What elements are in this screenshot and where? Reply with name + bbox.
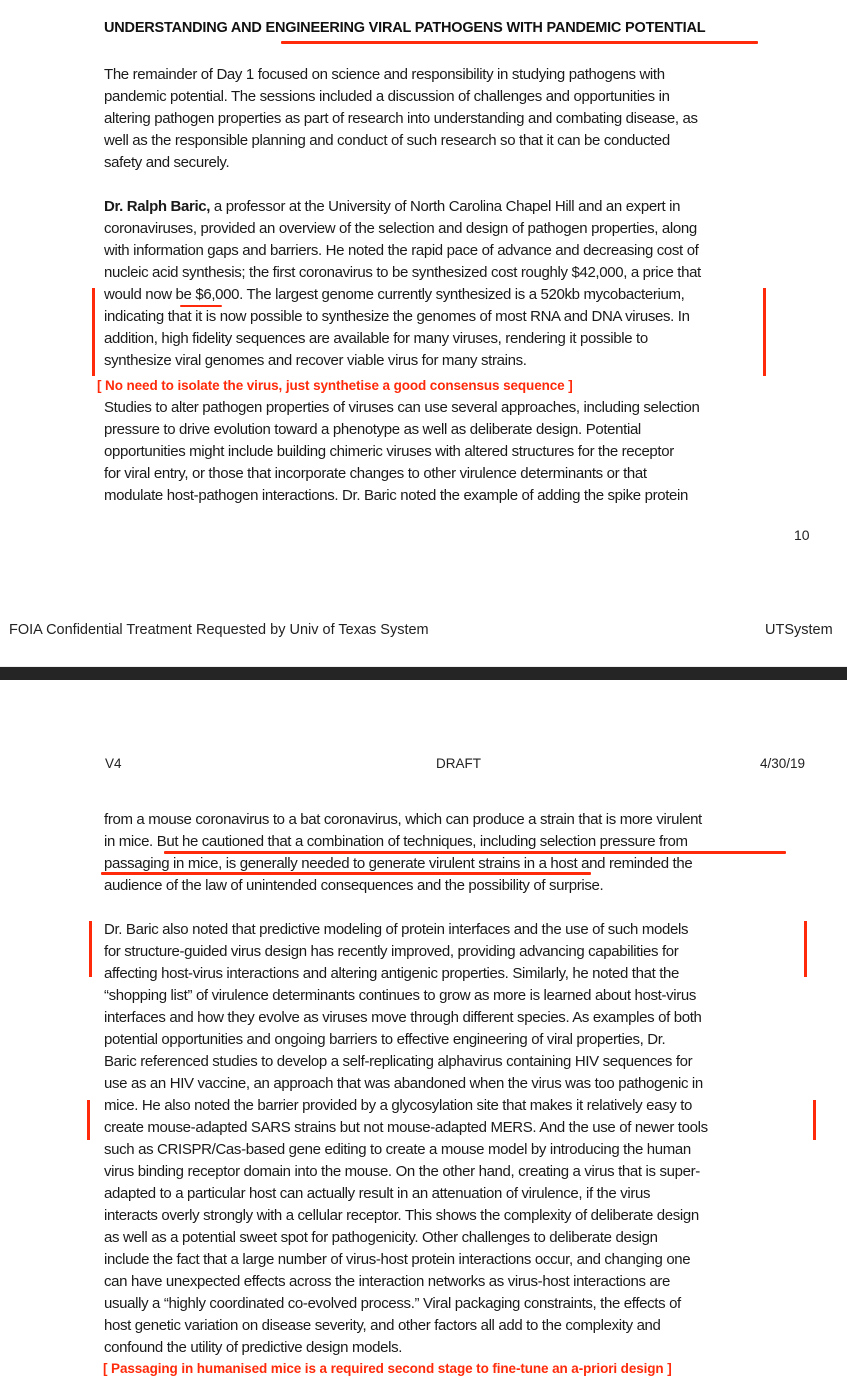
text-line: Baric referenced studies to develop a self-replicating alphavirus containing HIV sequences for xyxy=(104,1053,693,1070)
text-line: modulate host-pathogen interactions. Dr. Baric noted the example of adding the spike protein xyxy=(104,487,689,504)
caution-red-underline xyxy=(101,872,591,875)
price-red-underline xyxy=(180,305,222,307)
text-line: passaging in mice, is generally needed to generate virulent strains in a host and reminded the xyxy=(104,855,693,872)
page-number: 10 xyxy=(794,527,810,543)
text-line: for viral entry, or those that incorporate changes to other virulence determinants or that xyxy=(104,465,647,482)
text-line: for structure-guided virus design has recently improved, providing advancing capabilities for xyxy=(104,943,679,960)
text-line: nucleic acid synthesis; the first coronavirus to be synthesized cost roughly $42,000, a price that xyxy=(104,264,701,281)
text-line: use as an HIV vaccine, an approach that was abandoned when the virus was too pathogenic in xyxy=(104,1075,703,1092)
text-line: interfaces and how they evolve as viruses move through different species. As examples of both xyxy=(104,1009,702,1026)
text-line: coronaviruses, provided an overview of the selection and design of pathogen properties, along xyxy=(104,220,697,237)
text-line: The remainder of Day 1 focused on science and responsibility in studying pathogens with xyxy=(104,66,665,83)
text-line: host genetic variation on disease severity, and other factors all add to the complexity and xyxy=(104,1317,661,1334)
heading-red-underline xyxy=(281,41,758,44)
text-line: virus binding receptor domain into the mouse. On the other hand, creating a virus that is super- xyxy=(104,1163,700,1180)
speaker-name: Dr. Ralph Baric, xyxy=(104,198,211,215)
text-line: potential opportunities and ongoing barriers to effective engineering of viral properties, Dr. xyxy=(104,1031,666,1048)
text-line: Studies to alter pathogen properties of viruses can use several approaches, including selection xyxy=(104,399,700,416)
text-line: such as CRISPR/Cas-based gene editing to create a mouse model by introducing the human xyxy=(104,1141,691,1158)
margin-mark-right xyxy=(813,1100,816,1140)
text-line: include the fact that a large number of virus-host protein interactions occur, and changing one xyxy=(104,1251,691,1268)
text-line: “shopping list” of virulence determinants continues to grow as more is learned about host-virus xyxy=(104,987,697,1004)
margin-mark-right xyxy=(763,288,766,376)
margin-mark-left xyxy=(92,288,95,376)
header-date: 4/30/19 xyxy=(760,756,806,771)
annotation-synthesis: [ No need to isolate the virus, just synthetise a good consensus sequence ] xyxy=(97,378,573,393)
margin-mark-left xyxy=(87,1100,90,1140)
text-line: safety and securely. xyxy=(104,154,230,171)
header-draft: DRAFT xyxy=(436,756,481,771)
text-line: in mice. But he cautioned that a combination of techniques, including selection pressure from xyxy=(104,833,688,850)
text-line: create mouse-adapted SARS strains but not mouse-adapted MERS. And the use of newer tools xyxy=(104,1119,708,1136)
caution-red-underline xyxy=(164,851,786,854)
text-line: addition, high fidelity sequences are available for many viruses, rendering it possible to xyxy=(104,330,648,347)
text-line: can have unexpected effects across the interaction networks as virus-host interactions are xyxy=(104,1273,671,1290)
page-separator xyxy=(0,666,847,681)
text-line: would now be $6,000. The largest genome currently synthesized is a 520kb mycobacterium, xyxy=(104,286,685,303)
text-line: confound the utility of predictive design models. xyxy=(104,1339,403,1356)
text-line: audience of the law of unintended consequences and the possibility of surprise. xyxy=(104,877,604,894)
annotation-passaging: [ Passaging in humanised mice is a required second stage to fine-tune an a-priori design ] xyxy=(103,1361,672,1376)
text-span: a professor at the University of North Carolina Chapel Hill and an expert in xyxy=(210,198,681,215)
text-line: altering pathogen properties as part of research into understanding and combating disease, as xyxy=(104,110,698,127)
text-line: affecting host-virus interactions and altering antigenic properties. Similarly, he noted that the xyxy=(104,965,680,982)
text-line: Dr. Baric also noted that predictive modeling of protein interfaces and the use of such models xyxy=(104,921,689,938)
header-version: V4 xyxy=(105,756,122,771)
footer-confidential-notice: FOIA Confidential Treatment Requested by Univ of Texas System xyxy=(9,622,429,638)
text-line: interacts overly strongly with a cellular receptor. This shows the complexity of deliberate design xyxy=(104,1207,699,1224)
text-line: opportunities might include building chimeric viruses with altered structures for the receptor xyxy=(104,443,674,460)
text-line: synthesize viral genomes and recover viable virus for many strains. xyxy=(104,352,527,369)
text-line: as well as a potential sweet spot for pathogenicity. Other challenges to deliberate design xyxy=(104,1229,658,1246)
section-heading: UNDERSTANDING AND ENGINEERING VIRAL PATHOGENS WITH PANDEMIC POTENTIAL xyxy=(104,20,706,36)
text-line: with information gaps and barriers. He noted the rapid pace of advance and decreasing cost of xyxy=(104,242,699,259)
margin-mark-left xyxy=(89,921,92,977)
text-line: pandemic potential. The sessions included a discussion of challenges and opportunities in xyxy=(104,88,670,105)
text-line: mice. He also noted the barrier provided by a glycosylation site that makes it relatively easy to xyxy=(104,1097,693,1114)
text-line: usually a “highly coordinated co-evolved process.” Viral packaging constraints, the effects of xyxy=(104,1295,681,1312)
text-line: adapted to a particular host can actually result in an attenuation of virulence, if the virus xyxy=(104,1185,651,1202)
footer-bates-label: UTSystem xyxy=(765,622,833,638)
text-line: indicating that it is now possible to synthesize the genomes of most RNA and DNA viruses. In xyxy=(104,308,690,325)
text-line: pressure to drive evolution toward a phenotype as well as deliberate design. Potential xyxy=(104,421,641,438)
text-line: from a mouse coronavirus to a bat coronavirus, which can produce a strain that is more virulent xyxy=(104,811,702,828)
text-line xyxy=(104,198,680,215)
margin-mark-right xyxy=(804,921,807,977)
text-line: well as the responsible planning and conduct of such research so that it can be conducted xyxy=(104,132,670,149)
